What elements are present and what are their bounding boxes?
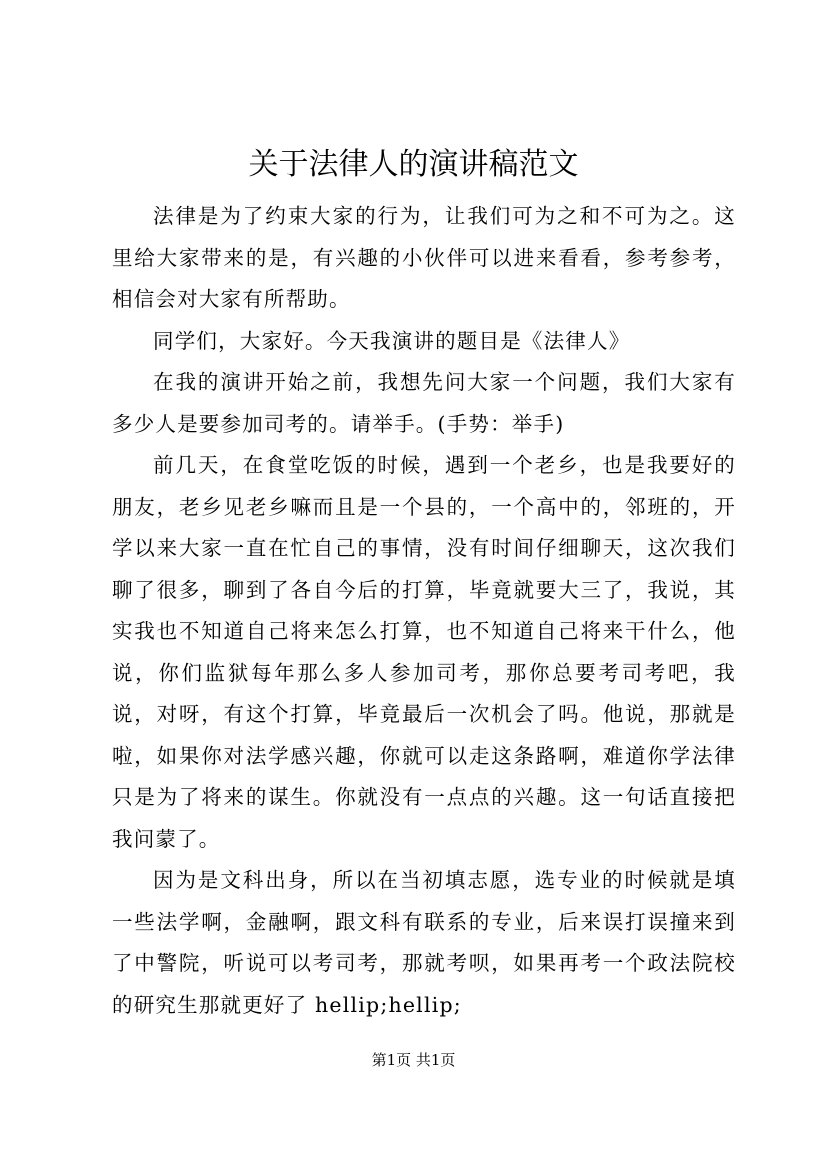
page-footer: 第1页 共1页	[371, 1051, 456, 1069]
paragraph-question: 在我的演讲开始之前，我想先问大家一个问题，我们大家有多少人是要参加司考的。请举手。(手势：举手)	[112, 370, 736, 436]
paragraph-greeting: 同学们，大家好。今天我演讲的题目是《法律人》	[153, 328, 631, 353]
paragraph-intro: 法律是为了约束大家的行为，让我们可为之和不可为之。这里给大家带来的是，有兴趣的小伙伴可以进来看看，参考参考，相信会对大家有所帮助。	[112, 204, 736, 311]
paragraph-story: 前几天，在食堂吃饭的时候，遇到一个老乡，也是我要好的朋友，老乡见老乡嘛而且是一个县的，一个高中的，邻班的，开学以来大家一直在忙自己的事情，没有时间仔细聊天，这次我们聊了很多，聊到了各自今后的打算，毕竟就要大三了，我说，其实我也不知道自己将来怎么打算，也不知道自己将来干什么，他说，你们监狱每年那么多人参加司考，那你总要考司考吧，我说，对呀，有这个打算，毕竟最后一次机会了吗。他说，那就是啦，如果你对法学感兴趣，你就可以走这条路啊，难道你学法律只是为了将来的谋生。你就没有一点点的兴趣。这一句话直接把我问蒙了。	[112, 453, 736, 851]
paragraph-background: 因为是文科出身，所以在当初填志愿，选专业的时候就是填一些法学啊，金融啊，跟文科有联系的专业，后来误打误撞来到了中警院，听说可以考司考，那就考呗，如果再考一个政法院校的研究生那就更好了 hellip;hellip;	[112, 868, 736, 1017]
document-title: 关于法律人的演讲稿范文	[248, 147, 579, 182]
document-body	[112, 196, 736, 1026]
